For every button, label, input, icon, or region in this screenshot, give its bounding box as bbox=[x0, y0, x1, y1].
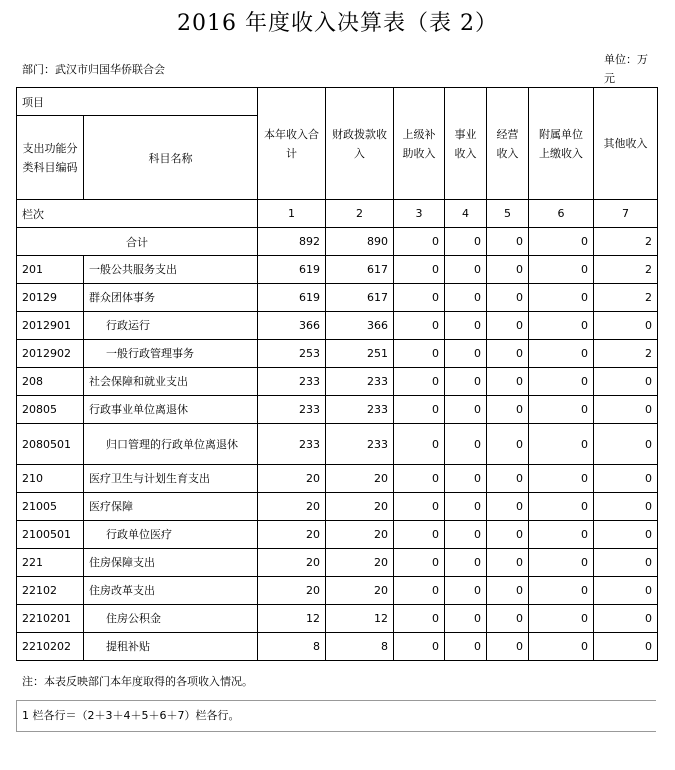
amount-cell: 20 bbox=[258, 549, 326, 577]
amount-cell: 0 bbox=[487, 340, 529, 368]
amount-cell: 12 bbox=[326, 605, 394, 633]
table-row bbox=[17, 312, 658, 340]
account-code: 2210202 bbox=[17, 633, 84, 661]
total-cell: 0 bbox=[487, 228, 529, 256]
amount-cell: 0 bbox=[529, 256, 594, 284]
amount-cell: 0 bbox=[487, 424, 529, 465]
amount-cell: 12 bbox=[258, 605, 326, 633]
amount-cell: 0 bbox=[594, 368, 658, 396]
total-cell: 0 bbox=[445, 228, 487, 256]
amount-cell: 0 bbox=[529, 312, 594, 340]
amount-cell: 0 bbox=[394, 549, 445, 577]
account-name: 行政单位医疗 bbox=[84, 521, 258, 549]
table-row bbox=[17, 284, 658, 312]
table-row bbox=[17, 633, 658, 661]
amount-cell: 0 bbox=[445, 312, 487, 340]
amount-cell: 0 bbox=[445, 521, 487, 549]
amount-cell: 0 bbox=[394, 340, 445, 368]
account-code: 2080501 bbox=[17, 424, 84, 465]
amount-cell: 20 bbox=[258, 521, 326, 549]
amount-cell: 0 bbox=[487, 284, 529, 312]
table-row bbox=[17, 521, 658, 549]
amount-cell: 0 bbox=[445, 605, 487, 633]
amount-cell: 619 bbox=[258, 284, 326, 312]
total-cell: 0 bbox=[394, 228, 445, 256]
amount-cell: 0 bbox=[487, 605, 529, 633]
amount-cell: 0 bbox=[594, 312, 658, 340]
amount-cell: 233 bbox=[258, 368, 326, 396]
account-code: 210 bbox=[17, 465, 84, 493]
account-code: 20805 bbox=[17, 396, 84, 424]
header-col-5: 经营收入 bbox=[487, 88, 529, 200]
account-name: 群众团体事务 bbox=[84, 284, 258, 312]
amount-cell: 0 bbox=[487, 368, 529, 396]
amount-cell: 0 bbox=[529, 521, 594, 549]
amount-cell: 617 bbox=[326, 284, 394, 312]
account-code: 2100501 bbox=[17, 521, 84, 549]
amount-cell: 0 bbox=[394, 424, 445, 465]
amount-cell: 0 bbox=[594, 424, 658, 465]
amount-cell: 0 bbox=[487, 493, 529, 521]
amount-cell: 233 bbox=[326, 424, 394, 465]
account-code: 201 bbox=[17, 256, 84, 284]
amount-cell: 233 bbox=[258, 424, 326, 465]
amount-cell: 0 bbox=[445, 465, 487, 493]
amount-cell: 0 bbox=[487, 465, 529, 493]
amount-cell: 0 bbox=[394, 396, 445, 424]
amount-cell: 0 bbox=[487, 396, 529, 424]
column-index-cell: 2 bbox=[326, 200, 394, 228]
column-index-cell: 4 bbox=[445, 200, 487, 228]
amount-cell: 0 bbox=[394, 493, 445, 521]
header-item: 项目 bbox=[17, 88, 258, 116]
table-header bbox=[17, 88, 658, 256]
account-code: 2012901 bbox=[17, 312, 84, 340]
amount-cell: 0 bbox=[445, 340, 487, 368]
amount-cell: 8 bbox=[258, 633, 326, 661]
account-name: 归口管理的行政单位离退休 bbox=[84, 424, 258, 465]
account-name: 一般行政管理事务 bbox=[84, 340, 258, 368]
amount-cell: 0 bbox=[394, 256, 445, 284]
table-row bbox=[17, 424, 658, 465]
header-name: 科目名称 bbox=[84, 116, 258, 200]
amount-cell: 0 bbox=[445, 256, 487, 284]
amount-cell: 20 bbox=[326, 493, 394, 521]
amount-cell: 2 bbox=[594, 340, 658, 368]
table-row bbox=[17, 493, 658, 521]
header-col-1: 本年收入合计 bbox=[258, 88, 326, 200]
amount-cell: 2 bbox=[594, 284, 658, 312]
column-index-cell: 6 bbox=[529, 200, 594, 228]
amount-cell: 0 bbox=[594, 577, 658, 605]
amount-cell: 20 bbox=[258, 465, 326, 493]
amount-cell: 20 bbox=[326, 521, 394, 549]
amount-cell: 0 bbox=[594, 633, 658, 661]
account-name: 社会保障和就业支出 bbox=[84, 368, 258, 396]
amount-cell: 0 bbox=[445, 424, 487, 465]
column-index-cell: 1 bbox=[258, 200, 326, 228]
unit-label: 单位：万元 bbox=[604, 53, 648, 85]
account-code: 221 bbox=[17, 549, 84, 577]
amount-cell: 0 bbox=[445, 577, 487, 605]
amount-cell: 0 bbox=[529, 396, 594, 424]
account-code: 21005 bbox=[17, 493, 84, 521]
table-row bbox=[17, 549, 658, 577]
table-row bbox=[17, 340, 658, 368]
column-index-cell: 5 bbox=[487, 200, 529, 228]
amount-cell: 233 bbox=[326, 368, 394, 396]
amount-cell: 0 bbox=[394, 605, 445, 633]
amount-cell: 0 bbox=[445, 633, 487, 661]
amount-cell: 0 bbox=[487, 312, 529, 340]
amount-cell: 233 bbox=[258, 396, 326, 424]
amount-cell: 0 bbox=[445, 284, 487, 312]
table-row bbox=[17, 465, 658, 493]
header-code: 支出功能分类科目编码 bbox=[17, 116, 84, 200]
account-name: 住房保障支出 bbox=[84, 549, 258, 577]
amount-cell: 20 bbox=[258, 577, 326, 605]
account-name: 行政运行 bbox=[84, 312, 258, 340]
amount-cell: 0 bbox=[529, 605, 594, 633]
amount-cell: 20 bbox=[326, 549, 394, 577]
total-cell: 0 bbox=[529, 228, 594, 256]
table-row bbox=[17, 256, 658, 284]
amount-cell: 0 bbox=[394, 521, 445, 549]
header-col-6: 附属单位上缴收入 bbox=[529, 88, 594, 200]
amount-cell: 619 bbox=[258, 256, 326, 284]
amount-cell: 0 bbox=[394, 284, 445, 312]
amount-cell: 0 bbox=[487, 521, 529, 549]
account-name: 住房改革支出 bbox=[84, 577, 258, 605]
amount-cell: 0 bbox=[594, 549, 658, 577]
amount-cell: 0 bbox=[394, 312, 445, 340]
column-index-cell: 3 bbox=[394, 200, 445, 228]
amount-cell: 366 bbox=[326, 312, 394, 340]
amount-cell: 0 bbox=[445, 396, 487, 424]
amount-cell: 0 bbox=[487, 549, 529, 577]
account-name: 医疗保障 bbox=[84, 493, 258, 521]
amount-cell: 0 bbox=[487, 256, 529, 284]
amount-cell: 0 bbox=[529, 633, 594, 661]
amount-cell: 617 bbox=[326, 256, 394, 284]
amount-cell: 233 bbox=[326, 396, 394, 424]
amount-cell: 0 bbox=[529, 577, 594, 605]
header-col-3: 上级补助收入 bbox=[394, 88, 445, 200]
account-name: 行政事业单位离退休 bbox=[84, 396, 258, 424]
account-code: 208 bbox=[17, 368, 84, 396]
amount-cell: 0 bbox=[529, 340, 594, 368]
table-row bbox=[17, 368, 658, 396]
amount-cell: 20 bbox=[326, 465, 394, 493]
amount-cell: 0 bbox=[487, 577, 529, 605]
amount-cell: 0 bbox=[445, 549, 487, 577]
amount-cell: 20 bbox=[258, 493, 326, 521]
total-row bbox=[17, 228, 658, 256]
amount-cell: 0 bbox=[394, 633, 445, 661]
amount-cell: 0 bbox=[394, 368, 445, 396]
total-cell: 890 bbox=[326, 228, 394, 256]
amount-cell: 0 bbox=[594, 605, 658, 633]
table-row bbox=[17, 605, 658, 633]
table-body bbox=[17, 256, 658, 661]
amount-cell: 0 bbox=[445, 493, 487, 521]
account-name: 提租补贴 bbox=[84, 633, 258, 661]
account-name: 住房公积金 bbox=[84, 605, 258, 633]
column-index-cell: 7 bbox=[594, 200, 658, 228]
account-code: 22102 bbox=[17, 577, 84, 605]
total-label: 合计 bbox=[17, 228, 258, 256]
table-row bbox=[17, 577, 658, 605]
total-cell: 2 bbox=[594, 228, 658, 256]
account-name: 一般公共服务支出 bbox=[84, 256, 258, 284]
account-code: 2012902 bbox=[17, 340, 84, 368]
amount-cell: 0 bbox=[529, 465, 594, 493]
amount-cell: 0 bbox=[594, 396, 658, 424]
column-index-row bbox=[17, 200, 658, 228]
amount-cell: 0 bbox=[394, 465, 445, 493]
amount-cell: 0 bbox=[529, 549, 594, 577]
amount-cell: 0 bbox=[394, 577, 445, 605]
amount-cell: 0 bbox=[445, 368, 487, 396]
table-note: 注：本表反映部门本年度取得的各项收入情况。 bbox=[22, 675, 253, 688]
amount-cell: 251 bbox=[326, 340, 394, 368]
account-code: 20129 bbox=[17, 284, 84, 312]
amount-cell: 0 bbox=[594, 465, 658, 493]
amount-cell: 0 bbox=[529, 284, 594, 312]
account-code: 2210201 bbox=[17, 605, 84, 633]
header-col-4: 事业收入 bbox=[445, 88, 487, 200]
amount-cell: 0 bbox=[594, 493, 658, 521]
amount-cell: 2 bbox=[594, 256, 658, 284]
header-col-2: 财政拨款收入 bbox=[326, 88, 394, 200]
total-cell: 892 bbox=[258, 228, 326, 256]
amount-cell: 366 bbox=[258, 312, 326, 340]
amount-cell: 8 bbox=[326, 633, 394, 661]
page-title: 2016 年度收入决算表（表 2） bbox=[177, 11, 498, 36]
amount-cell: 0 bbox=[487, 633, 529, 661]
formula-note: 1 栏各行＝（2＋3＋4＋5＋6＋7）栏各行。 bbox=[16, 700, 656, 732]
income-table bbox=[16, 87, 658, 661]
amount-cell: 0 bbox=[529, 493, 594, 521]
amount-cell: 0 bbox=[594, 521, 658, 549]
account-name: 医疗卫生与计划生育支出 bbox=[84, 465, 258, 493]
department-label: 部门：武汉市归国华侨联合会 bbox=[22, 63, 165, 76]
header-col-7: 其他收入 bbox=[594, 88, 658, 200]
amount-cell: 20 bbox=[326, 577, 394, 605]
amount-cell: 253 bbox=[258, 340, 326, 368]
amount-cell: 0 bbox=[529, 368, 594, 396]
amount-cell: 0 bbox=[529, 424, 594, 465]
column-index-label: 栏次 bbox=[17, 200, 258, 228]
table-row bbox=[17, 396, 658, 424]
